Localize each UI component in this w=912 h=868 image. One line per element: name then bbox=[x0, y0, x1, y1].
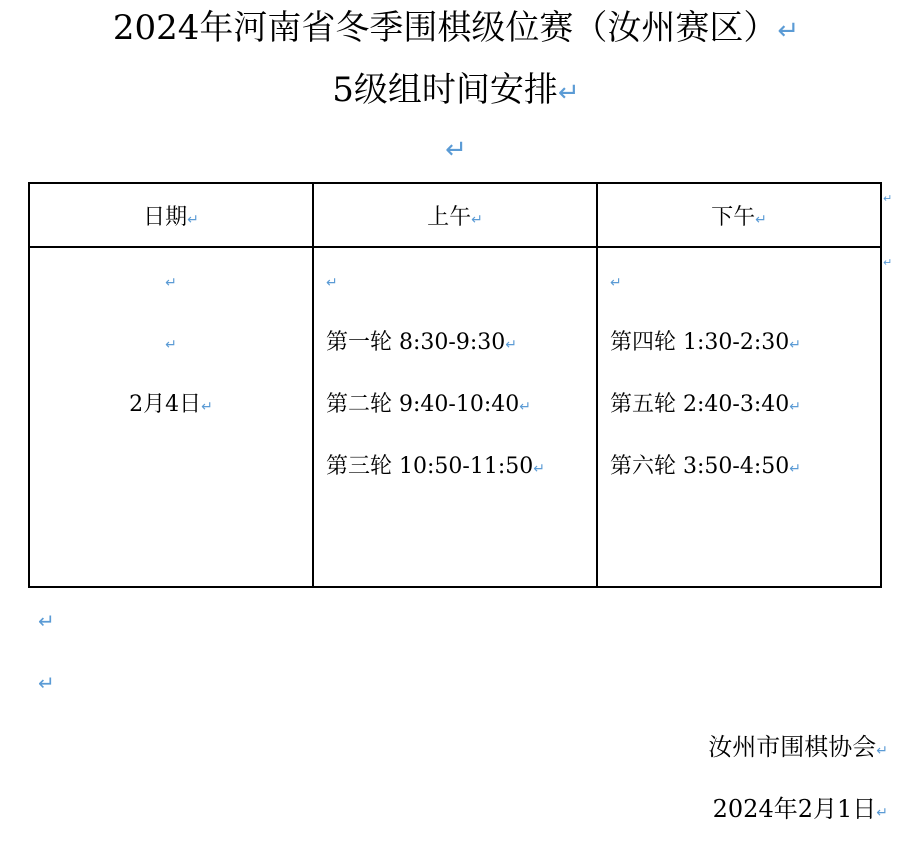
signature-date: 2024年2月1日↵ bbox=[712, 795, 888, 823]
header-afternoon: 下午↵ bbox=[597, 183, 881, 247]
paragraph-mark-icon: ↵ bbox=[187, 211, 199, 228]
title-line-1: 2024年河南省冬季围棋级位赛（汝州赛区） bbox=[112, 8, 778, 48]
signature-organization: 汝州市围棋协会↵ bbox=[708, 733, 888, 761]
round-5: 第五轮 2:40-3:40 bbox=[610, 392, 790, 417]
paragraph-mark-icon: ↵ bbox=[519, 399, 531, 415]
table-row bbox=[29, 247, 881, 587]
title-line-2: 5级组时间安排 bbox=[332, 70, 558, 110]
paragraph-mark-icon: ↵ bbox=[789, 337, 801, 353]
paragraph-mark-icon: ↵ bbox=[326, 275, 338, 291]
header-date: 日期↵ bbox=[29, 183, 313, 247]
morning-cell bbox=[313, 247, 597, 587]
paragraph-mark-icon: ↵ bbox=[777, 16, 800, 46]
date-cell bbox=[29, 247, 313, 587]
round-2: 第二轮 9:40-10:40 bbox=[326, 392, 520, 417]
schedule-table bbox=[28, 182, 882, 588]
paragraph-mark-icon: ↵ bbox=[471, 211, 483, 228]
table-header-row bbox=[29, 183, 881, 247]
event-date: 2月4日 bbox=[129, 392, 202, 417]
row-end-mark-icon: ↵ bbox=[883, 256, 893, 269]
paragraph-mark-icon: ↵ bbox=[557, 78, 580, 108]
round-4: 第四轮 1:30-2:30 bbox=[610, 330, 790, 355]
paragraph-mark-icon: ↵ bbox=[201, 399, 213, 415]
paragraph-mark-icon: ↵ bbox=[755, 211, 767, 228]
paragraph-mark-icon: ↵ bbox=[165, 275, 177, 291]
paragraph-mark-icon: ↵ bbox=[165, 337, 177, 353]
paragraph-mark-icon: ↵ bbox=[876, 805, 888, 821]
paragraph-mark-icon: ↵ bbox=[789, 461, 801, 477]
document-title bbox=[0, 4, 912, 55]
row-end-mark-icon: ↵ bbox=[883, 192, 893, 205]
paragraph-mark-icon: ↵ bbox=[876, 743, 888, 759]
round-6: 第六轮 3:50-4:50 bbox=[610, 454, 790, 479]
round-3: 第三轮 10:50-11:50 bbox=[326, 454, 534, 479]
header-morning: 上午↵ bbox=[313, 183, 597, 247]
blank-paragraph bbox=[0, 130, 912, 173]
paragraph-mark-icon: ↵ bbox=[445, 135, 467, 165]
round-1: 第一轮 8:30-9:30 bbox=[326, 330, 506, 355]
paragraph-mark-icon: ↵ bbox=[505, 337, 517, 353]
paragraph-mark-icon: ↵ bbox=[38, 671, 55, 695]
paragraph-mark-icon: ↵ bbox=[533, 461, 545, 477]
document-subtitle bbox=[0, 66, 912, 117]
paragraph-mark-icon: ↵ bbox=[610, 275, 622, 291]
paragraph-mark-icon: ↵ bbox=[789, 399, 801, 415]
paragraph-mark-icon: ↵ bbox=[38, 609, 55, 633]
afternoon-cell bbox=[597, 247, 881, 587]
